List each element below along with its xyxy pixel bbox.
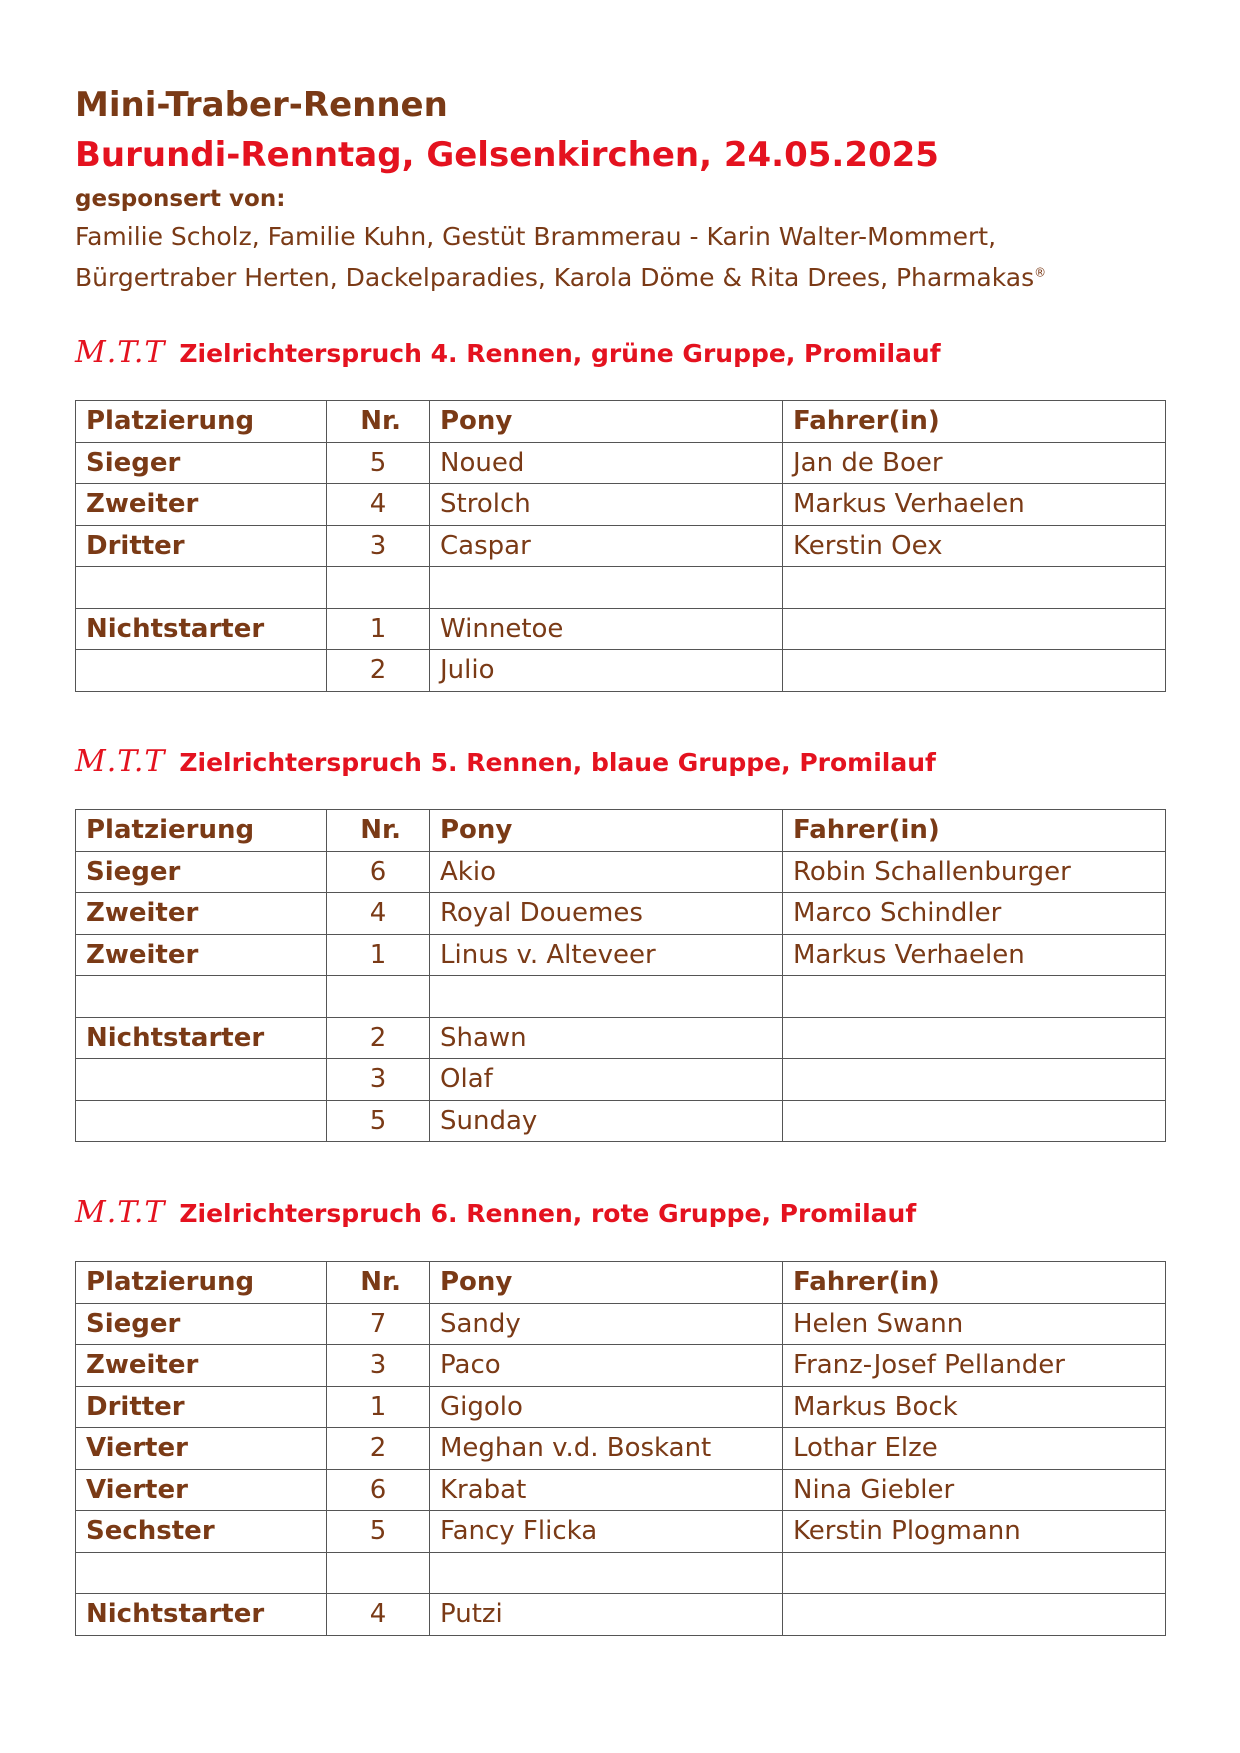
nr-cell: 1 xyxy=(327,608,430,650)
mtt-logo: M.T.T xyxy=(75,335,166,370)
table-row xyxy=(76,851,1166,893)
nr-cell: 4 xyxy=(327,893,430,935)
table-row xyxy=(76,442,1166,484)
pony-cell: Strolch xyxy=(430,484,783,526)
nr-cell: 2 xyxy=(327,1428,430,1470)
race-heading xyxy=(75,1192,1165,1234)
nr-cell xyxy=(327,976,430,1018)
race-section-5 xyxy=(75,741,1165,1136)
race-heading xyxy=(75,332,1165,374)
pony-cell: Krabat xyxy=(430,1469,783,1511)
table-row xyxy=(76,1017,1166,1059)
place-cell xyxy=(76,1100,327,1142)
driver-cell xyxy=(783,1100,1166,1142)
nr-cell: 7 xyxy=(327,1303,430,1345)
column-header-place: Platzierung xyxy=(76,1262,327,1304)
event-subtitle: Burundi-Renntag, Gelsenkirchen, 24.05.2025 xyxy=(75,135,939,175)
pony-cell: Putzi xyxy=(430,1594,783,1636)
place-cell: Zweiter xyxy=(76,934,327,976)
nr-cell: 6 xyxy=(327,851,430,893)
column-header-driver: Fahrer(in) xyxy=(783,401,1166,443)
nr-cell xyxy=(327,1552,430,1594)
nr-cell: 3 xyxy=(327,525,430,567)
table-row xyxy=(76,484,1166,526)
race-heading-text: Zielrichterspruch 4. Rennen, grüne Gruppe, Promilauf xyxy=(179,339,941,368)
sponsor-line-2-text: Bürgertraber Herten, Dackelparadies, Karola Döme & Rita Drees, Pharmakas xyxy=(75,263,1035,292)
place-cell: Sieger xyxy=(76,1303,327,1345)
race-heading-text: Zielrichterspruch 5. Rennen, blaue Gruppe, Promilauf xyxy=(179,748,936,777)
driver-cell xyxy=(783,976,1166,1018)
nr-cell: 4 xyxy=(327,484,430,526)
driver-cell: Markus Bock xyxy=(783,1386,1166,1428)
table-header-row xyxy=(76,401,1166,443)
table-row xyxy=(76,1303,1166,1345)
driver-cell: Kerstin Oex xyxy=(783,525,1166,567)
race-heading xyxy=(75,741,1165,783)
pony-cell: Linus v. Alteveer xyxy=(430,934,783,976)
nr-cell: 3 xyxy=(327,1059,430,1101)
mtt-logo: M.T.T xyxy=(75,744,166,779)
table-row xyxy=(76,1059,1166,1101)
pony-cell: Winnetoe xyxy=(430,608,783,650)
results-table-race-4 xyxy=(75,400,1166,692)
nr-cell: 2 xyxy=(327,650,430,692)
pony-cell: Royal Douemes xyxy=(430,893,783,935)
table-row xyxy=(76,567,1166,609)
pony-cell xyxy=(430,976,783,1018)
table-row xyxy=(76,976,1166,1018)
pony-cell: Gigolo xyxy=(430,1386,783,1428)
nr-cell xyxy=(327,567,430,609)
place-cell: Dritter xyxy=(76,525,327,567)
driver-cell: Nina Giebler xyxy=(783,1469,1166,1511)
pony-cell: Caspar xyxy=(430,525,783,567)
driver-cell: Robin Schallenburger xyxy=(783,851,1166,893)
results-table-race-6 xyxy=(75,1261,1166,1636)
column-header-pony: Pony xyxy=(430,401,783,443)
nr-cell: 5 xyxy=(327,1100,430,1142)
place-cell: Nichtstarter xyxy=(76,1594,327,1636)
nr-cell: 5 xyxy=(327,1511,430,1553)
driver-cell xyxy=(783,1059,1166,1101)
pony-cell: Olaf xyxy=(430,1059,783,1101)
driver-cell xyxy=(783,1594,1166,1636)
pony-cell: Fancy Flicka xyxy=(430,1511,783,1553)
race-section-4 xyxy=(75,332,1165,686)
place-cell xyxy=(76,1552,327,1594)
pony-cell: Paco xyxy=(430,1345,783,1387)
driver-cell: Markus Verhaelen xyxy=(783,934,1166,976)
nr-cell: 2 xyxy=(327,1017,430,1059)
column-header-nr: Nr. xyxy=(327,1262,430,1304)
place-cell xyxy=(76,1059,327,1101)
driver-cell xyxy=(783,1017,1166,1059)
column-header-nr: Nr. xyxy=(327,401,430,443)
sponsor-list xyxy=(75,216,1165,298)
place-cell xyxy=(76,976,327,1018)
mtt-logo: M.T.T xyxy=(75,1195,166,1230)
place-cell: Sieger xyxy=(76,442,327,484)
table-row xyxy=(76,608,1166,650)
place-cell: Zweiter xyxy=(76,893,327,935)
driver-cell xyxy=(783,567,1166,609)
pony-cell: Sunday xyxy=(430,1100,783,1142)
column-header-pony: Pony xyxy=(430,810,783,852)
table-row xyxy=(76,934,1166,976)
table-row xyxy=(76,525,1166,567)
pony-cell: Sandy xyxy=(430,1303,783,1345)
driver-cell: Franz-Josef Pellander xyxy=(783,1345,1166,1387)
document-header xyxy=(75,82,1165,298)
pony-cell: Shawn xyxy=(430,1017,783,1059)
driver-cell: Lothar Elze xyxy=(783,1428,1166,1470)
table-header-row xyxy=(76,810,1166,852)
column-header-pony: Pony xyxy=(430,1262,783,1304)
nr-cell: 1 xyxy=(327,1386,430,1428)
sponsor-label: gesponsert von: xyxy=(75,186,286,212)
registered-mark: ® xyxy=(1034,265,1047,280)
place-cell: Dritter xyxy=(76,1386,327,1428)
sponsor-line-2 xyxy=(75,257,1165,298)
pony-cell: Akio xyxy=(430,851,783,893)
column-header-place: Platzierung xyxy=(76,401,327,443)
column-header-driver: Fahrer(in) xyxy=(783,1262,1166,1304)
nr-cell: 3 xyxy=(327,1345,430,1387)
pony-cell xyxy=(430,1552,783,1594)
table-row xyxy=(76,650,1166,692)
place-cell: Vierter xyxy=(76,1428,327,1470)
driver-cell xyxy=(783,650,1166,692)
race-section-6 xyxy=(75,1192,1165,1630)
driver-cell: Helen Swann xyxy=(783,1303,1166,1345)
table-row xyxy=(76,1386,1166,1428)
pony-cell: Meghan v.d. Boskant xyxy=(430,1428,783,1470)
pony-cell: Julio xyxy=(430,650,783,692)
nr-cell: 5 xyxy=(327,442,430,484)
driver-cell: Kerstin Plogmann xyxy=(783,1511,1166,1553)
driver-cell: Marco Schindler xyxy=(783,893,1166,935)
driver-cell: Jan de Boer xyxy=(783,442,1166,484)
pony-cell: Noued xyxy=(430,442,783,484)
table-row xyxy=(76,1100,1166,1142)
place-cell: Sieger xyxy=(76,851,327,893)
page-title: Mini-Traber-Rennen xyxy=(75,85,448,125)
nr-cell: 6 xyxy=(327,1469,430,1511)
column-header-nr: Nr. xyxy=(327,810,430,852)
place-cell: Sechster xyxy=(76,1511,327,1553)
nr-cell: 4 xyxy=(327,1594,430,1636)
place-cell xyxy=(76,650,327,692)
table-row xyxy=(76,1345,1166,1387)
race-heading-text: Zielrichterspruch 6. Rennen, rote Gruppe, Promilauf xyxy=(179,1199,917,1228)
pony-cell xyxy=(430,567,783,609)
place-cell: Vierter xyxy=(76,1469,327,1511)
place-cell: Zweiter xyxy=(76,1345,327,1387)
driver-cell: Markus Verhaelen xyxy=(783,484,1166,526)
results-table-race-5 xyxy=(75,809,1166,1142)
column-header-place: Platzierung xyxy=(76,810,327,852)
column-header-driver: Fahrer(in) xyxy=(783,810,1166,852)
table-row xyxy=(76,1428,1166,1470)
table-row xyxy=(76,1469,1166,1511)
place-cell: Nichtstarter xyxy=(76,608,327,650)
table-row xyxy=(76,893,1166,935)
place-cell: Zweiter xyxy=(76,484,327,526)
table-row xyxy=(76,1552,1166,1594)
table-row xyxy=(76,1511,1166,1553)
table-row xyxy=(76,1594,1166,1636)
nr-cell: 1 xyxy=(327,934,430,976)
table-header-row xyxy=(76,1262,1166,1304)
driver-cell xyxy=(783,608,1166,650)
sponsor-line-1: Familie Scholz, Familie Kuhn, Gestüt Brammerau - Karin Walter-Mommert, xyxy=(75,222,997,251)
driver-cell xyxy=(783,1552,1166,1594)
place-cell: Nichtstarter xyxy=(76,1017,327,1059)
place-cell xyxy=(76,567,327,609)
